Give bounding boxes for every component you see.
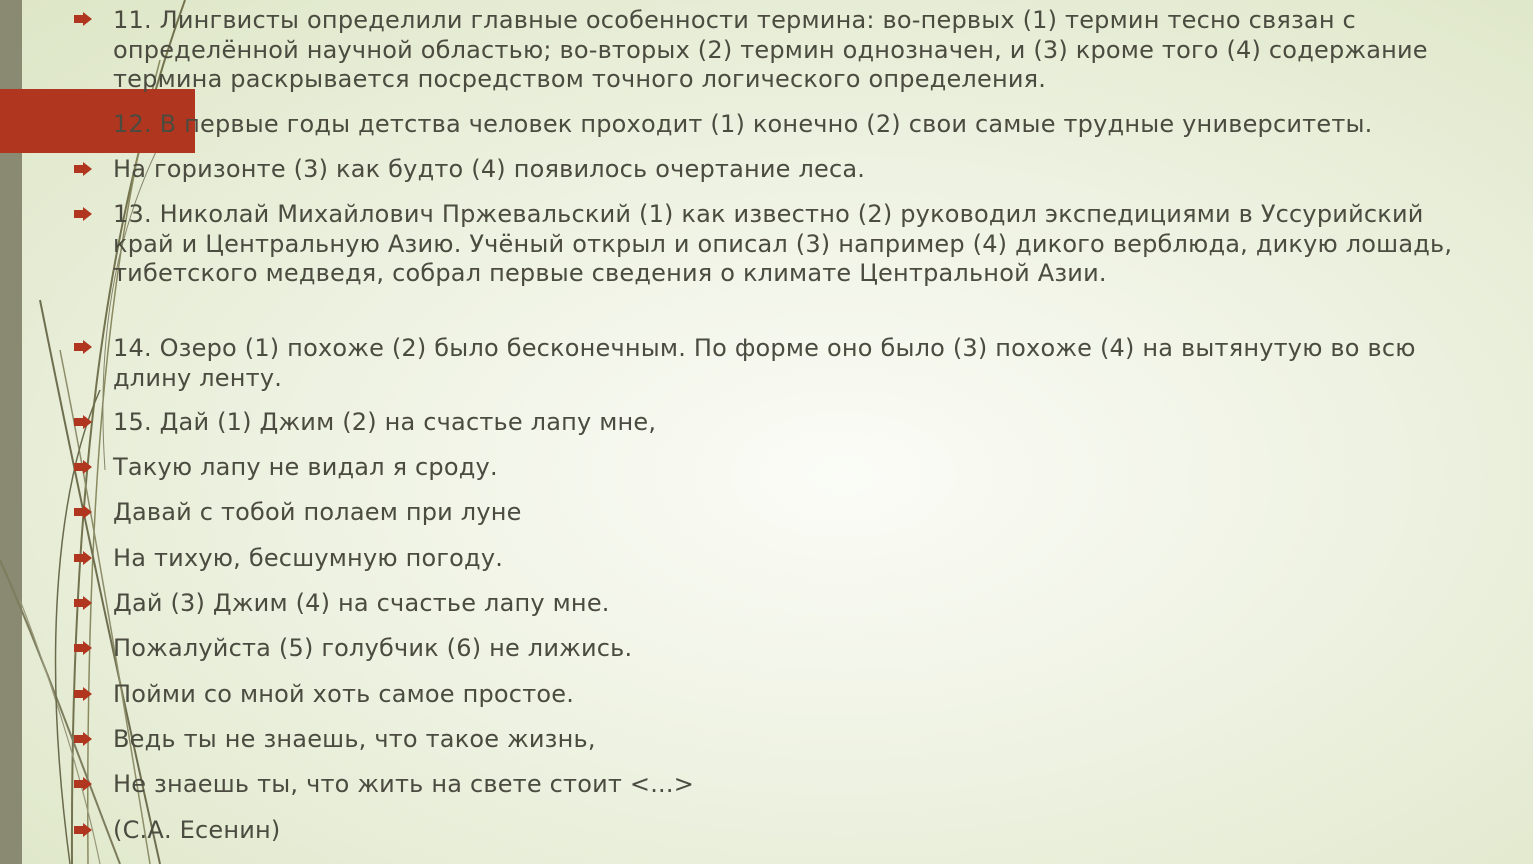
arrow-bullet-icon — [74, 823, 92, 837]
list-item: 15. Дай (1) Джим (2) на счастье лапу мне, — [113, 408, 657, 436]
list-item: 14. Озеро (1) похоже (2) было бесконечным. По форме оно было (3) похоже (4) на вытянутую во всю длину ленту. — [113, 334, 1416, 392]
arrow-bullet-icon — [74, 777, 92, 791]
arrow-bullet-icon — [74, 340, 92, 354]
list-item: 13. Николай Михайлович Пржевальский (1) как известно (2) руководил экспедициями в Уссурийский край и Центральную Азию. Учёный открыл и описал (3) например (4) дикого верблюда, дикую лошадь, тибетского медведя, собрал первые сведения о климате Центральной Азии. — [113, 200, 1453, 287]
arrow-bullet-icon — [74, 415, 92, 429]
arrow-bullet-icon — [74, 117, 92, 131]
list-item: Такую лапу не видал я сроду. — [113, 453, 498, 481]
arrow-bullet-icon — [74, 732, 92, 746]
list-item: На горизонте (3) как будто (4) появилось очертание леса. — [113, 155, 866, 183]
arrow-bullet-icon — [74, 687, 92, 701]
list-item: Дай (3) Джим (4) на счастье лапу мне. — [113, 589, 610, 617]
list-item: (С.А. Есенин) — [113, 816, 281, 844]
arrow-bullet-icon — [74, 551, 92, 565]
list-item: Ведь ты не знаешь, что такое жизнь, — [113, 725, 596, 753]
arrow-bullet-icon — [74, 641, 92, 655]
arrow-bullet-icon — [74, 460, 92, 474]
arrow-bullet-icon — [74, 162, 92, 176]
list-item: Не знаешь ты, что жить на свете стоит <...> — [113, 770, 695, 798]
arrow-bullet-icon — [74, 207, 92, 221]
arrow-bullet-icon — [74, 505, 92, 519]
list-item: 11. Лингвисты определили главные особенности термина: во-первых (1) термин тесно связан с определённой научной областью; во-вторых (2) термин однозначен, и (3) кроме того (4) содержание термина раскрывается посредством точного логического определения. — [113, 6, 1428, 93]
arrow-bullet-icon — [74, 596, 92, 610]
list-item: Давай с тобой полаем при луне — [113, 498, 522, 526]
arrow-bullet-icon — [74, 12, 92, 26]
list-item: Пожалуйста (5) голубчик (6) не лижись. — [113, 634, 633, 662]
list-item: 12. В первые годы детства человек проходит (1) конечно (2) свои самые трудные университеты. — [113, 110, 1373, 138]
list-item: Пойми со мной хоть самое простое. — [113, 680, 575, 708]
list-item: На тихую, бесшумную погоду. — [113, 544, 504, 572]
